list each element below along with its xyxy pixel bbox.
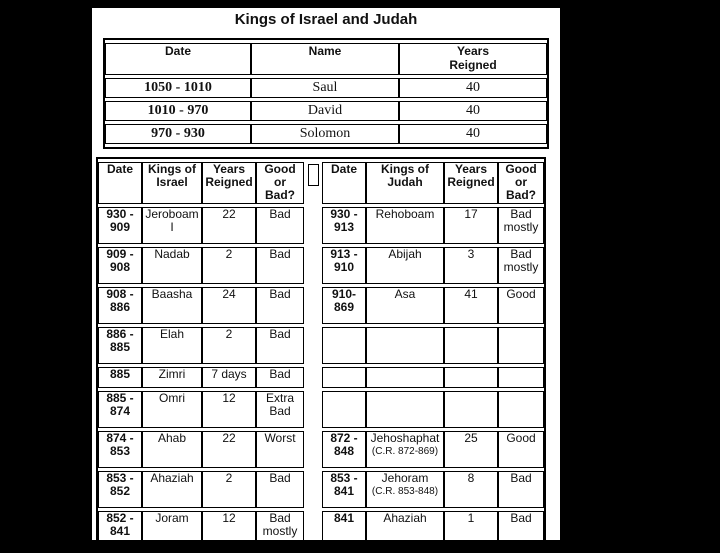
israel-king-cell: Baasha [142, 287, 202, 324]
judah-king-cell [366, 207, 444, 244]
header-israel-good-bad: Good or Bad? [256, 162, 304, 204]
israel-years-cell: 22 [202, 431, 256, 468]
table-row [98, 367, 544, 388]
israel-years-cell: 22 [202, 207, 256, 244]
judah-good-bad-cell: Bad [498, 471, 544, 508]
years-cell: 40 [399, 124, 547, 144]
judah-king-cell [366, 431, 444, 468]
israel-king-cell: Nadab [142, 247, 202, 284]
israel-good-bad-cell: Bad [256, 471, 304, 508]
judah-king-name: Abijah [388, 247, 422, 261]
israel-good-bad-cell: Bad [256, 207, 304, 244]
table-row [98, 327, 544, 364]
header-kings-of-israel: Kings of Israel [142, 162, 202, 204]
judah-years-cell: 25 [444, 431, 498, 468]
table-row [98, 287, 544, 324]
israel-date-cell: 852 - 841 [98, 511, 142, 548]
header-judah-years: Years Reigned [444, 162, 498, 204]
co-regency-note: (C.R. 872-869) [371, 446, 439, 457]
separator-cell [304, 327, 322, 364]
table-row [98, 511, 544, 548]
israel-date-cell: 908 - 886 [98, 287, 142, 324]
judah-good-bad-cell: Good [498, 287, 544, 324]
separator-cell [304, 391, 322, 428]
israel-years-cell: 2 [202, 247, 256, 284]
separator-cell [304, 511, 322, 548]
date-cell: 970 - 930 [105, 124, 251, 144]
header-judah-date: Date [322, 162, 366, 204]
header-judah-good-bad: Good or Bad? [498, 162, 544, 204]
table-row [98, 431, 544, 468]
israel-king-cell: Omri [142, 391, 202, 428]
table-header-row [98, 162, 544, 204]
judah-king-cell [366, 287, 444, 324]
israel-date-cell: 909 - 908 [98, 247, 142, 284]
judah-date-cell: 841 [322, 511, 366, 548]
table-header-row [105, 43, 547, 75]
israel-years-cell: 12 [202, 391, 256, 428]
name-cell: Saul [251, 78, 399, 98]
israel-king-cell: Elah [142, 327, 202, 364]
united-kingdom-table [103, 38, 549, 149]
judah-king-name: Jehoram [381, 471, 429, 485]
years-cell: 40 [399, 78, 547, 98]
header-name: Name [251, 43, 399, 75]
israel-good-bad-cell: Bad [256, 367, 304, 388]
header-kings-of-judah: Kings of Judah [366, 162, 444, 204]
judah-date-cell [322, 327, 366, 364]
box-glyph-icon [308, 164, 319, 186]
israel-years-cell: 24 [202, 287, 256, 324]
judah-date-cell [322, 391, 366, 428]
israel-good-bad-cell: Bad [256, 327, 304, 364]
judah-date-cell: 930 - 913 [322, 207, 366, 244]
israel-king-cell: Zimri [142, 367, 202, 388]
header-date: Date [105, 43, 251, 75]
judah-king-cell [366, 391, 444, 428]
israel-good-bad-cell: Bad [256, 247, 304, 284]
israel-king-cell: Ahab [142, 431, 202, 468]
separator-cell [304, 431, 322, 468]
table-row [105, 101, 547, 121]
judah-king-cell [366, 367, 444, 388]
judah-good-bad-cell: Good [498, 431, 544, 468]
judah-king-cell [366, 327, 444, 364]
name-cell: David [251, 101, 399, 121]
judah-date-cell: 910- 869 [322, 287, 366, 324]
judah-date-cell [322, 367, 366, 388]
judah-years-cell: 41 [444, 287, 498, 324]
israel-years-cell: 2 [202, 327, 256, 364]
separator-cell [304, 207, 322, 244]
separator-cell [304, 162, 322, 204]
separator-cell [304, 287, 322, 324]
date-cell: 1010 - 970 [105, 101, 251, 121]
israel-good-bad-cell: Bad [256, 287, 304, 324]
co-regency-note: (C.R. 853-848) [371, 486, 439, 497]
judah-king-cell [366, 247, 444, 284]
table-row [98, 471, 544, 508]
date-cell: 1050 - 1010 [105, 78, 251, 98]
judah-years-cell [444, 327, 498, 364]
separator-cell [304, 247, 322, 284]
judah-good-bad-cell: Bad mostly [498, 247, 544, 284]
judah-king-cell [366, 471, 444, 508]
judah-good-bad-cell [498, 391, 544, 428]
header-israel-years: Years Reigned [202, 162, 256, 204]
header-israel-date: Date [98, 162, 142, 204]
table-row [98, 207, 544, 244]
israel-king-cell: Ahaziah [142, 471, 202, 508]
israel-good-bad-cell: Extra Bad [256, 391, 304, 428]
header-years-reigned: Years Reigned [399, 43, 547, 75]
table-row [98, 247, 544, 284]
judah-years-cell: 1 [444, 511, 498, 548]
table-row [105, 78, 547, 98]
judah-good-bad-cell: Bad mostly [498, 207, 544, 244]
separator-cell [304, 471, 322, 508]
judah-years-cell [444, 391, 498, 428]
israel-date-cell: 885 - 874 [98, 391, 142, 428]
judah-king-name: Ahaziah [383, 511, 427, 525]
israel-years-cell: 2 [202, 471, 256, 508]
judah-years-cell: 3 [444, 247, 498, 284]
years-cell: 40 [399, 101, 547, 121]
israel-date-cell: 853 - 852 [98, 471, 142, 508]
table-row [98, 391, 544, 428]
page-title: Kings of Israel and Judah [234, 11, 418, 28]
separator-cell [304, 367, 322, 388]
judah-date-cell: 853 - 841 [322, 471, 366, 508]
judah-years-cell: 17 [444, 207, 498, 244]
israel-king-cell: Joram [142, 511, 202, 548]
israel-good-bad-cell: Bad mostly [256, 511, 304, 548]
israel-date-cell: 885 [98, 367, 142, 388]
israel-date-cell: 886 - 885 [98, 327, 142, 364]
israel-good-bad-cell: Worst [256, 431, 304, 468]
israel-years-cell: 12 [202, 511, 256, 548]
judah-good-bad-cell: Bad [498, 511, 544, 548]
israel-date-cell: 874 - 853 [98, 431, 142, 468]
document-page [92, 8, 560, 540]
divided-kingdom-table [96, 157, 546, 553]
israel-date-cell: 930 - 909 [98, 207, 142, 244]
judah-king-cell [366, 511, 444, 548]
judah-date-cell: 913 - 910 [322, 247, 366, 284]
judah-years-cell [444, 367, 498, 388]
judah-date-cell: 872 - 848 [322, 431, 366, 468]
judah-king-name: Rehoboam [375, 207, 435, 221]
table-row [105, 124, 547, 144]
israel-years-cell: 7 days [202, 367, 256, 388]
judah-good-bad-cell [498, 327, 544, 364]
name-cell: Solomon [251, 124, 399, 144]
judah-good-bad-cell [498, 367, 544, 388]
judah-king-name: Asa [394, 287, 416, 301]
israel-king-cell: Jeroboam I [142, 207, 202, 244]
judah-king-name: Jehoshaphat [370, 431, 440, 445]
judah-years-cell: 8 [444, 471, 498, 508]
